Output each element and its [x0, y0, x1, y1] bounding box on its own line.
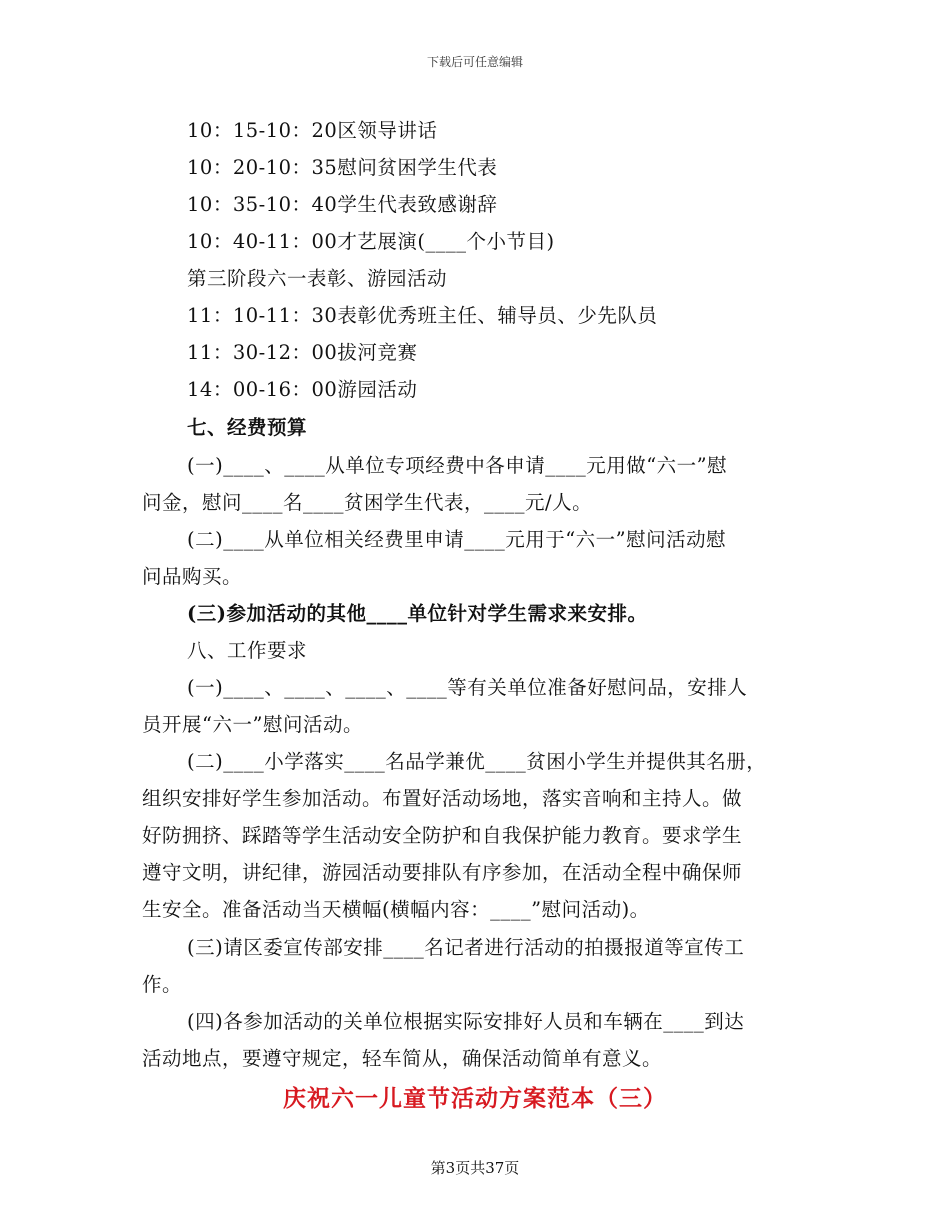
page-header: 下载后可任意编辑 — [426, 55, 523, 69]
paragraph-line: 组织安排好学生参加活动。布置好活动场地，落实音响和主持人。做 — [142, 787, 743, 810]
paragraph-line: 作。 — [142, 973, 183, 996]
paragraph-line: 活动地点，要遵守规定，轻车简从，确保活动简单有意义。 — [142, 1047, 663, 1070]
paragraph-line: 问金，慰问____名____贫困学生代表，____元/人。 — [142, 491, 593, 514]
paragraph-line: (二)____小学落实____名品学兼优____贫困小学生并提供其名册， — [187, 750, 767, 773]
paragraph-line: (一)____、____从单位专项经费中各申请____元用做“六一”慰 — [187, 454, 728, 477]
paragraph-line: (三)请区委宣传部安排____名记者进行活动的拍摄报道等宣传工 — [187, 936, 745, 959]
schedule-line: 11：30-12：00拔河竞赛 — [187, 341, 418, 364]
schedule-line: 14：00-16：00游园活动 — [187, 378, 418, 401]
schedule-line: 11：10-11：30表彰优秀班主任、辅导员、少先队员 — [187, 304, 658, 327]
paragraph-line: 员开展“六一”慰问活动。 — [142, 713, 363, 736]
schedule-line: 10：40-11：00才艺展演(____个小节目) — [187, 230, 555, 253]
page-footer: 第3页共37页 — [430, 1159, 520, 1177]
document-title: 庆祝六一儿童节活动方案范本（三） — [283, 1085, 667, 1112]
schedule-line: 10：20-10：35慰问贫困学生代表 — [187, 156, 498, 179]
paragraph-line: (一)____、____、____、____等有关单位准备好慰问品，安排人 — [187, 676, 748, 699]
paragraph-line: (二)____从单位相关经费里申请____元用于“六一”慰问活动慰 — [187, 528, 727, 551]
paragraph-line-bold: (三)参加活动的其他____单位针对学生需求来安排。 — [187, 602, 648, 625]
paragraph-line: (四)各参加活动的关单位根据实际安排好人员和车辆在____到达 — [187, 1010, 745, 1033]
paragraph-line: 生安全。准备活动当天横幅(横幅内容：____”慰问活动)。 — [142, 898, 650, 921]
stage-heading: 第三阶段六一表彰、游园活动 — [187, 267, 448, 290]
schedule-line: 10：15-10：20区领导讲话 — [187, 119, 438, 142]
paragraph-line: 问品购买。 — [142, 565, 243, 588]
paragraph-line: 好防拥挤、踩踏等学生活动安全防护和自我保护能力教育。要求学生 — [142, 824, 743, 847]
section-heading-budget: 七、经费预算 — [187, 416, 308, 439]
section-heading-requirements: 八、工作要求 — [187, 639, 308, 662]
paragraph-line: 遵守文明，讲纪律，游园活动要排队有序参加，在活动全程中确保师 — [142, 861, 743, 884]
schedule-line: 10：35-10：40学生代表致感谢辞 — [187, 193, 498, 216]
